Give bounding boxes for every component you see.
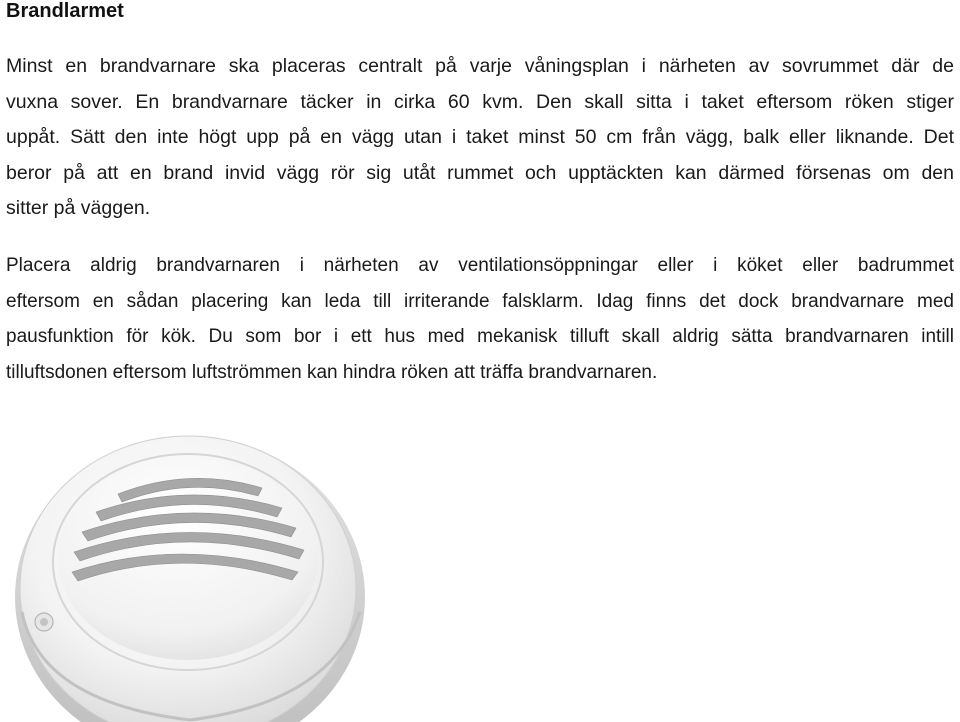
paragraph-line: pausfunktion för kök. Du som bor i ett hus med mekanisk tilluft skall aldrig sätta brandvarnaren intill	[6, 326, 954, 347]
paragraph-line: vuxna sover. En brandvarnare täcker in cirka 60 kvm. Den skall sitta i taket eftersom röken stiger	[6, 90, 954, 113]
paragraph-line: beror på att en brand invid vägg rör sig utåt rummet och upptäckten kan därmed försenas om den	[6, 161, 954, 184]
paragraph-line: Placera aldrig brandvarnaren i närheten av ventilationsöppningar eller i köket eller badrummet	[6, 255, 954, 276]
paragraph-line: eftersom en sådan placering kan leda till irriterande falsklarm. Idag finns det dock brandvarnare med	[6, 290, 954, 312]
paragraph-warnings	[6, 248, 954, 390]
paragraph-line: sitter på väggen.	[6, 197, 151, 219]
paragraph-line: tilluftsdonen eftersom luftströmmen kan hindra röken att träffa brandvarnaren.	[6, 361, 658, 383]
paragraph-line: uppåt. Sätt den inte högt upp på en vägg utan i taket minst 50 cm från vägg, balk eller liknande. Det	[6, 126, 954, 148]
paragraph-placement	[6, 49, 954, 227]
smoke-detector-icon	[0, 402, 370, 722]
paragraph-line: Minst en brandvarnare ska placeras centralt på varje våningsplan i närheten av sovrummet där de	[6, 55, 954, 77]
document-heading: Brandlarmet	[6, 0, 124, 22]
